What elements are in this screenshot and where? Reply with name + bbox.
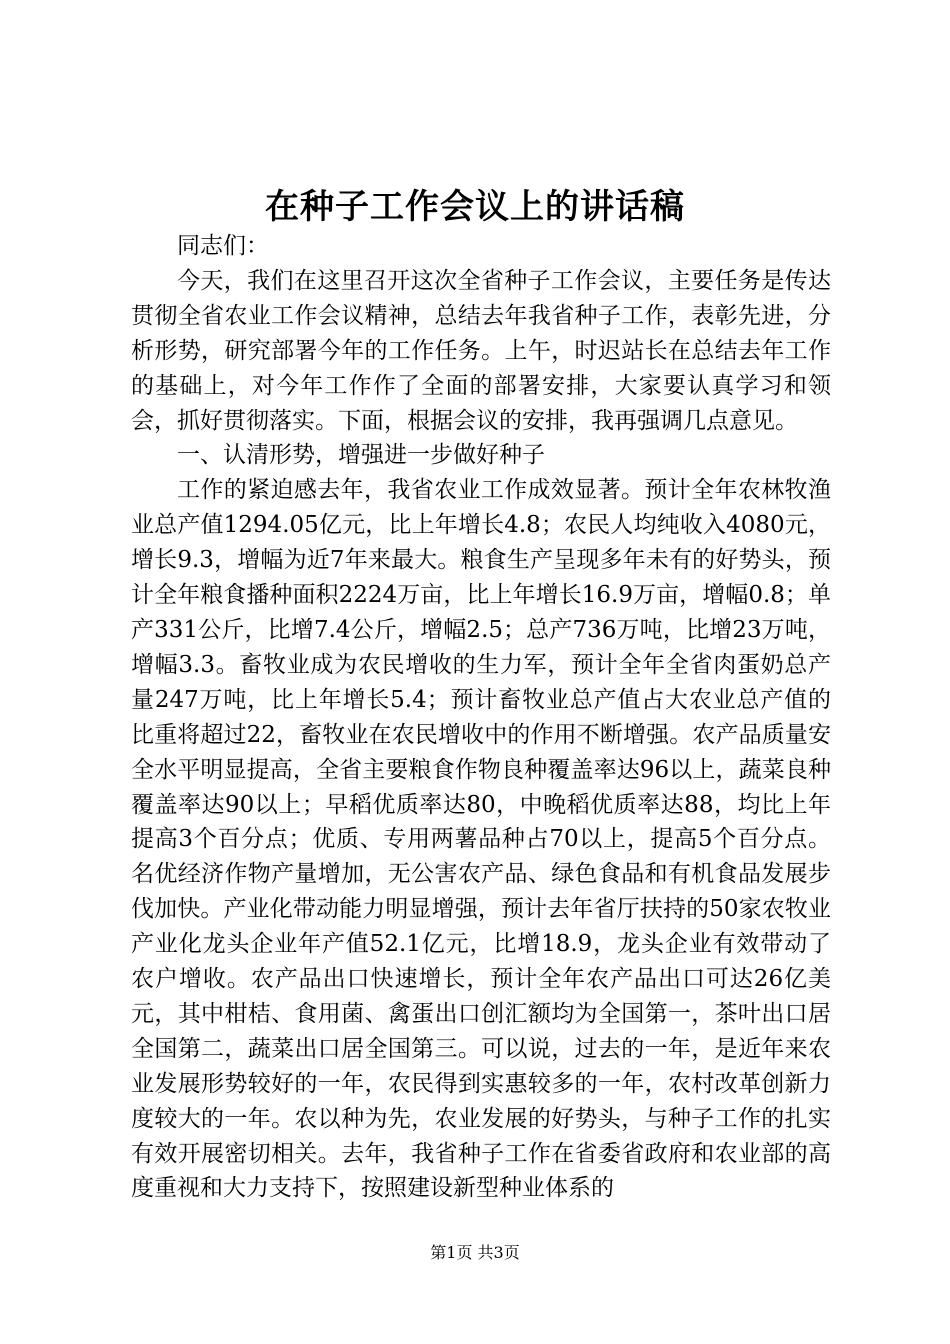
document-title: 在种子工作会议上的讲话稿 (265, 187, 685, 227)
paragraph-intro: 今天，我们在这里召开这次全省种子工作会议，主要任务是传达贯彻全省农业工作会议精神，总结去年我省种子工作，表彰先进，分析形势，研究部署今年的工作任务。上午，时迟站长在总结去年工作的基础上，对今年工作作了全面的部署安排，大家要认真学习和领会，抓好贯彻落实。下面，根据会议的安排，我再强调几点意见。 (131, 267, 831, 434)
page-footer: 第1页 共3页 (430, 1243, 520, 1262)
section-heading: 一、认清形势，增强进一步做好种子 (177, 442, 545, 469)
document-body (131, 229, 831, 1206)
paragraph-main: 工作的紧迫感去年，我省农业工作成效显著。预计全年农林牧渔业总产值1294.05亿元，比上年增长4.8；农民人均纯收入4080元，增长9.3，增幅为近7年来最大。粮食生产呈现多年未有的好势头，预计全年粮食播种面积2224万亩，比上年增长16.9万亩，增幅0.8；单产331公斤，比增7.4公斤，增幅2.5；总产736万吨，比增23万吨，增幅3.3。畜牧业成为农民增收的生力军，预计全年全省肉蛋奶总产量247万吨，比上年增长5.4；预计畜牧业总产值占大农业总产值的比重将超过22，畜牧业在农民增收中的作用不断增强。农产品质量安全水平明显提高，全省主要粮食作物良种覆盖率达96以上，蔬菜良种覆盖率达90以上；早稻优质率达80，中晚稻优质率达88，均比上年提高3个百分点；优质、专用两薯品种占70以上，提高5个百分点。名优经济作物产量增加，无公害农产品、绿色食品和有机食品发展步伐加快。产业化带动能力明显增强，预计去年省厅扶持的50家农牧业产业化龙头企业年产值52.1亿元，比增18.9，龙头企业有效带动了农户增收。农产品出口快速增长，预计全年农产品出口可达26亿美元，其中柑桔、食用菌、禽蛋出口创汇额均为全国第一，茶叶出口居全国第二，蔬菜出口居全国第三。可以说，过去的一年，是近年来农业发展形势较好的一年，农民得到实惠较多的一年，农村改革创新力度较大的一年。农以种为先，农业发展的好势头，与种子工作的扎实有效开展密切相关。去年，我省种子工作在省委省政府和农业部的高度重视和大力支持下，按照建设新型种业体系的 (131, 477, 831, 1202)
salutation: 同志们： (177, 233, 269, 259)
